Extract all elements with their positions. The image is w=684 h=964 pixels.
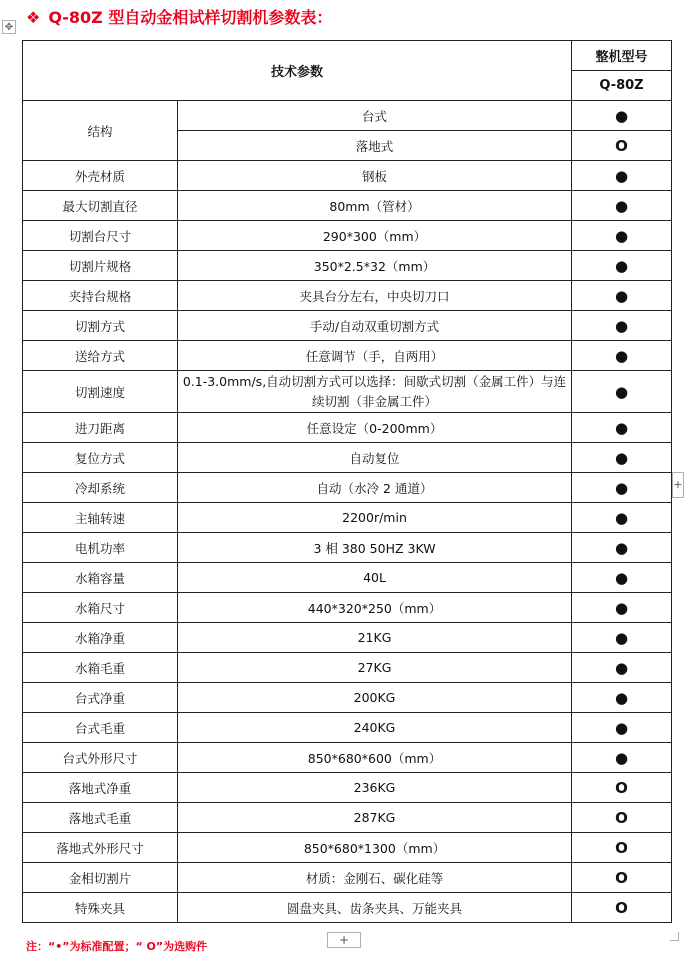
optional-mark-icon: O	[615, 778, 628, 797]
table-row	[23, 773, 672, 803]
table-move-handle-icon[interactable]: ✥	[2, 20, 16, 34]
model-header: Q-80Z	[572, 71, 672, 101]
spec-table	[22, 40, 672, 923]
standard-mark-icon: ●	[614, 598, 629, 617]
table-row	[23, 371, 672, 413]
table-row	[23, 833, 672, 863]
standard-mark-icon: ●	[614, 508, 629, 527]
table-row	[23, 311, 672, 341]
config-mark-cell	[572, 743, 672, 773]
param-name-cell: 电机功率	[23, 533, 178, 563]
param-name-cell: 切割方式	[23, 311, 178, 341]
param-name-cell: 落地式外形尺寸	[23, 833, 178, 863]
param-name-cell: 落地式毛重	[23, 803, 178, 833]
footnote: 注：“•”为标准配置；“ O”为选购件	[26, 940, 208, 953]
config-mark-cell	[572, 653, 672, 683]
config-mark-cell	[572, 311, 672, 341]
param-value-cell: 850*680*1300（mm）	[178, 833, 572, 863]
param-name-cell: 水箱容量	[23, 563, 178, 593]
param-name-cell: 切割速度	[23, 371, 178, 413]
optional-mark-icon: O	[615, 898, 628, 917]
param-name-cell: 夹持台规格	[23, 281, 178, 311]
config-mark-cell	[572, 251, 672, 281]
config-mark-cell	[572, 161, 672, 191]
standard-mark-icon: ●	[614, 382, 629, 401]
table-row	[23, 473, 672, 503]
config-mark-cell	[572, 833, 672, 863]
config-mark-cell	[572, 503, 672, 533]
param-name-cell: 落地式净重	[23, 773, 178, 803]
tech-params-header: 技术参数	[23, 41, 572, 101]
standard-mark-icon: ●	[614, 256, 629, 275]
param-value-cell: 40L	[178, 563, 572, 593]
config-mark-cell	[572, 443, 672, 473]
param-value-cell: 3 相 380 50HZ 3KW	[178, 533, 572, 563]
page-title-text: Q-80Z 型自动金相试样切割机参数表：	[48, 8, 333, 27]
standard-mark-icon: ●	[614, 658, 629, 677]
param-name-cell: 主轴转速	[23, 503, 178, 533]
config-mark-cell	[572, 623, 672, 653]
param-name-cell: 切割台尺寸	[23, 221, 178, 251]
standard-mark-icon: ●	[614, 346, 629, 365]
table-row	[23, 743, 672, 773]
param-name-cell: 水箱尺寸	[23, 593, 178, 623]
param-name-cell: 水箱毛重	[23, 653, 178, 683]
param-name-cell: 台式外形尺寸	[23, 743, 178, 773]
table-row	[23, 221, 672, 251]
table-row	[23, 563, 672, 593]
param-name-cell: 进刀距离	[23, 413, 178, 443]
param-value-cell: 自动复位	[178, 443, 572, 473]
param-name-cell: 切割片规格	[23, 251, 178, 281]
config-mark-cell	[572, 593, 672, 623]
table-row	[23, 443, 672, 473]
standard-mark-icon: ●	[614, 196, 629, 215]
param-name-cell: 金相切割片	[23, 863, 178, 893]
param-value-cell: 0.1-3.0mm/s,自动切割方式可以选择：间歇式切割（金属工件）与连续切割（非金属工件）	[178, 371, 572, 413]
config-mark-cell	[572, 191, 672, 221]
table-row	[23, 653, 672, 683]
param-value-cell: 236KG	[178, 773, 572, 803]
add-row-button[interactable]: +	[327, 932, 361, 948]
config-mark-cell	[572, 563, 672, 593]
param-value-cell: 240KG	[178, 713, 572, 743]
param-value-cell: 任意调节（手，自两用）	[178, 341, 572, 371]
param-value-cell: 287KG	[178, 803, 572, 833]
config-mark-cell	[572, 281, 672, 311]
param-value-cell: 手动/自动双重切割方式	[178, 311, 572, 341]
model-group-header: 整机型号	[572, 41, 672, 71]
standard-mark-icon: ●	[614, 316, 629, 335]
table-row	[23, 623, 672, 653]
table-row	[23, 863, 672, 893]
standard-mark-icon: ●	[614, 166, 629, 185]
param-value-cell: 2200r/min	[178, 503, 572, 533]
table-row	[23, 683, 672, 713]
param-value-cell: 夹具台分左右，中央切刀口	[178, 281, 572, 311]
param-name-cell: 台式毛重	[23, 713, 178, 743]
add-column-button[interactable]: +	[672, 472, 684, 498]
param-value-cell: 台式	[178, 101, 572, 131]
config-mark-cell	[572, 371, 672, 413]
param-value-cell: 自动（水冷 2 通道）	[178, 473, 572, 503]
param-value-cell: 200KG	[178, 683, 572, 713]
config-mark-cell	[572, 683, 672, 713]
table-row	[23, 341, 672, 371]
table-row	[23, 893, 672, 923]
table-row	[23, 503, 672, 533]
param-name-cell: 结构	[23, 101, 178, 161]
standard-mark-icon: ●	[614, 538, 629, 557]
config-mark-cell	[572, 773, 672, 803]
param-value-cell: 80mm（管材）	[178, 191, 572, 221]
config-mark-cell	[572, 533, 672, 563]
standard-mark-icon: ●	[614, 448, 629, 467]
table-row	[23, 281, 672, 311]
param-value-cell: 材质：金刚石、碳化硅等	[178, 863, 572, 893]
optional-mark-icon: O	[615, 808, 628, 827]
param-value-cell: 21KG	[178, 623, 572, 653]
table-row	[23, 803, 672, 833]
table-row	[23, 251, 672, 281]
param-value-cell: 圆盘夹具、齿条夹具、万能夹具	[178, 893, 572, 923]
standard-mark-icon: ●	[614, 106, 629, 125]
config-mark-cell	[572, 893, 672, 923]
param-name-cell: 外壳材质	[23, 161, 178, 191]
param-value-cell: 350*2.5*32（mm）	[178, 251, 572, 281]
standard-mark-icon: ●	[614, 286, 629, 305]
param-value-cell: 440*320*250（mm）	[178, 593, 572, 623]
config-mark-cell	[572, 713, 672, 743]
config-mark-cell	[572, 341, 672, 371]
table-row	[23, 533, 672, 563]
param-value-cell: 290*300（mm）	[178, 221, 572, 251]
standard-mark-icon: ●	[614, 226, 629, 245]
standard-mark-icon: ●	[614, 478, 629, 497]
param-name-cell: 水箱净重	[23, 623, 178, 653]
config-mark-cell	[572, 473, 672, 503]
config-mark-cell	[572, 131, 672, 161]
config-mark-cell	[572, 803, 672, 833]
param-value-cell: 27KG	[178, 653, 572, 683]
table-row	[23, 101, 672, 131]
param-name-cell: 台式净重	[23, 683, 178, 713]
optional-mark-icon: O	[615, 136, 628, 155]
standard-mark-icon: ●	[614, 718, 629, 737]
param-name-cell: 最大切割直径	[23, 191, 178, 221]
param-name-cell: 复位方式	[23, 443, 178, 473]
param-value-cell: 落地式	[178, 131, 572, 161]
optional-mark-icon: O	[615, 868, 628, 887]
table-row	[23, 161, 672, 191]
param-name-cell: 送给方式	[23, 341, 178, 371]
param-name-cell: 冷却系统	[23, 473, 178, 503]
config-mark-cell	[572, 221, 672, 251]
config-mark-cell	[572, 101, 672, 131]
config-mark-cell	[572, 863, 672, 893]
table-row	[23, 593, 672, 623]
diamond-bullet-icon: ❖	[26, 8, 41, 27]
table-row	[23, 191, 672, 221]
standard-mark-icon: ●	[614, 748, 629, 767]
param-value-cell: 850*680*600（mm）	[178, 743, 572, 773]
param-name-cell: 特殊夹具	[23, 893, 178, 923]
table-row	[23, 413, 672, 443]
standard-mark-icon: ●	[614, 628, 629, 647]
standard-mark-icon: ●	[614, 418, 629, 437]
standard-mark-icon: ●	[614, 688, 629, 707]
param-value-cell: 钢板	[178, 161, 572, 191]
optional-mark-icon: O	[615, 838, 628, 857]
standard-mark-icon: ●	[614, 568, 629, 587]
table-row	[23, 713, 672, 743]
param-value-cell: 任意设定（0-200mm）	[178, 413, 572, 443]
page-title	[26, 4, 332, 32]
page-corner-mark	[670, 932, 679, 941]
config-mark-cell	[572, 413, 672, 443]
